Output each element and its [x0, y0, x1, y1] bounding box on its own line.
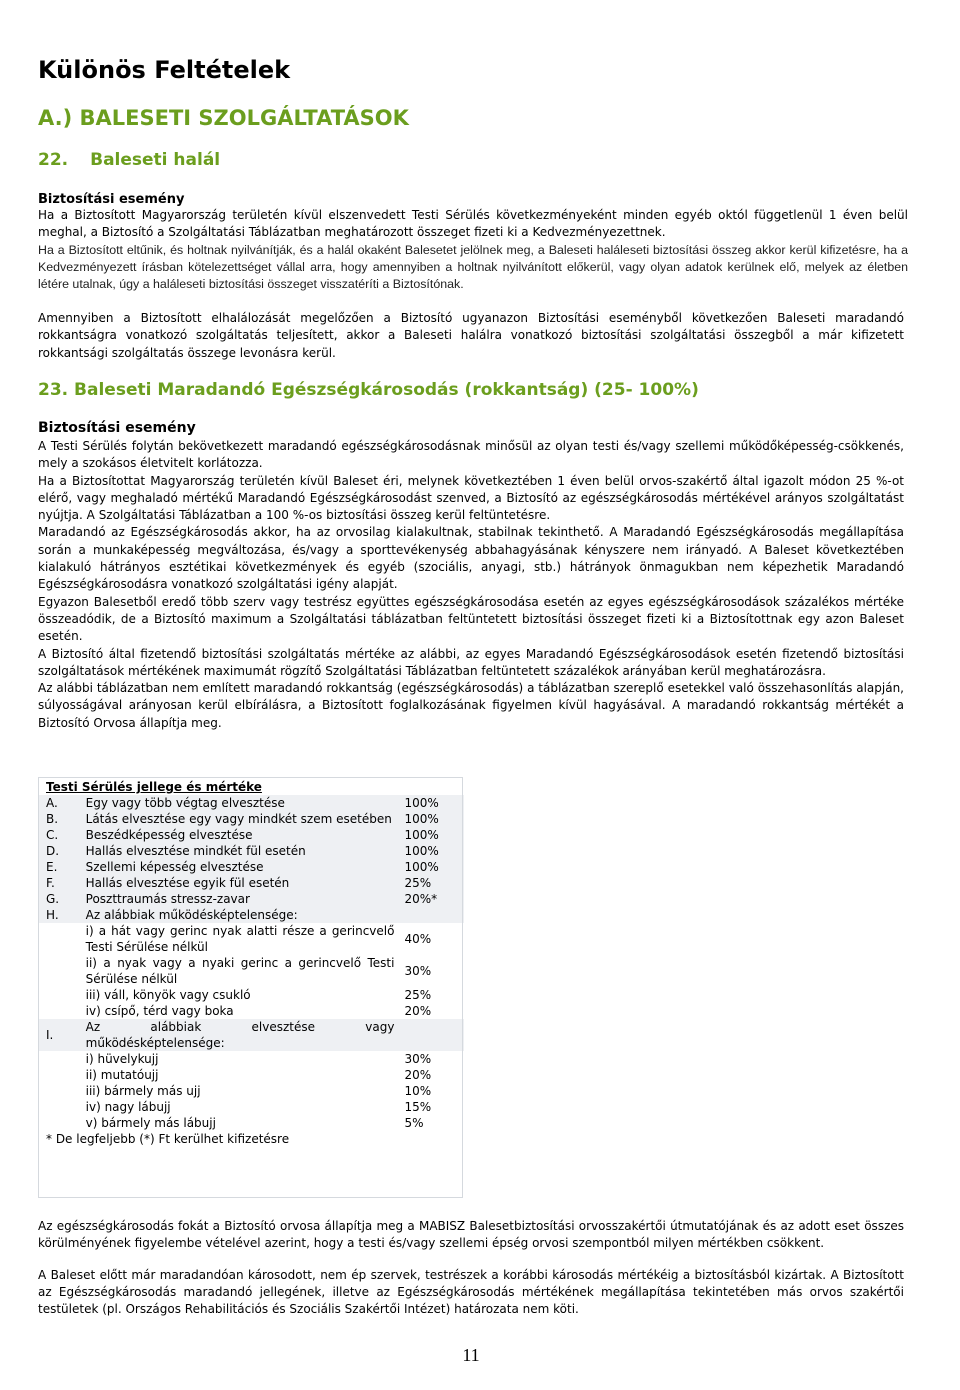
table-cell-letter — [38, 1003, 78, 1019]
table-cell-desc: Az alábbiak működésképtelensége: — [78, 907, 401, 923]
table-row — [38, 891, 464, 907]
table-cell-letter — [38, 1083, 78, 1099]
section-heading: A.) BALESETI SZOLGÁLTATÁSOK — [38, 106, 409, 130]
section-23-paragraph-5: A Biztosító által fizetendő biztosítási szolgáltatás mértéke az alábbi, az egyes Maradandó Egészségkárosodások esetén fizetendő biztosítási szolgáltatások mértékének maximumát rögzítő Szolgáltatási Táblázatban feltüntetett százalékok arányában kerül meghatározásra. — [38, 646, 904, 678]
section-22-event-heading: Biztosítási esemény — [38, 192, 185, 207]
table-cell-letter: E. — [38, 859, 78, 875]
table-cell-letter: C. — [38, 827, 78, 843]
table-cell-pct: 30% — [404, 964, 432, 978]
table-cell-pct: 100% — [400, 859, 464, 875]
table-row — [38, 811, 464, 827]
table-cell-letter — [38, 1051, 78, 1067]
table-cell-letter — [38, 1115, 78, 1131]
table-row — [38, 1099, 464, 1115]
page-number: 11 — [462, 1345, 480, 1365]
table-row — [38, 875, 464, 891]
section-23-paragraph-1: A Testi Sérülés folytán bekövetkezett maradandó egészségkárosodásnak minősül az olyan testi és/vagy szellemi működőképesség-csökkenés, mely a szokásos életvitelt korlátozza. — [38, 439, 904, 471]
injury-table — [38, 777, 464, 1150]
table-cell-pct: 25% — [404, 988, 432, 1002]
table-cell-pct: 100% — [400, 843, 464, 859]
table-cell-desc: Látás elvesztése egy vagy mindkét szem esetében — [78, 811, 401, 827]
table-cell-desc: Poszttraumás stressz-zavar — [78, 891, 401, 907]
section-23-paragraph-2: Ha a Biztosítottat Magyarország területén kívül Baleset éri, melynek következtében 1 éven belül orvos-szakértő által igazolt módon 25 %-ot elérő, vagy meghaladó mértékű Maradandó Egészségkárosodást szenved, a Biztosító az egészségkárosodás mértékével arányos szolgáltatást nyújtja. A Szolgáltatási Táblázatban a 100 %-os biztosítási összeg kerül feltüntetésre. — [38, 473, 904, 523]
table-row — [38, 1003, 464, 1019]
table-row — [38, 795, 464, 811]
section-22-title: Baleseti halál — [90, 150, 221, 170]
table-cell-desc: Beszédképesség elvesztése — [78, 827, 401, 843]
table-cell-pct: 5% — [404, 1116, 424, 1130]
table-cell-pct: 20%* — [400, 891, 464, 907]
section-22-paragraph-1: Ha a Biztosított Magyarország területén kívül elszenvedett Testi Sérülés következményeként minden egyéb októl függetlenül 1 éven belül meghal, a Biztosító a Szolgáltatási Táblázatban meghatározott összeget fizeti ki a Kedvezményezettnek. — [38, 208, 908, 240]
table-cell-letter: H. — [38, 907, 78, 923]
table-cell-pct: 15% — [404, 1100, 432, 1114]
section-23-event-heading: Biztosítási esemény — [38, 420, 196, 436]
table-cell-desc: i) a hát vagy gerinc nyak alatti része a gerincvelő Testi Sérülése nélkül — [85, 924, 395, 954]
table-cell-pct: 25% — [400, 875, 464, 891]
section-22-heading — [38, 150, 220, 170]
injury-table-header-row — [38, 777, 464, 795]
table-row — [38, 987, 464, 1003]
table-cell-desc: Az alábbiak elvesztése vagy működésképtelensége: — [78, 1019, 401, 1051]
section-23-paragraph-4: Egyazon Balesetből eredő több szerv vagy testrész együttes egészségkárosodása esetén az egyes egészségkárosodások százalékos mértéke összeadódik, de a Biztosító maximum a Szolgáltatási táblázatban feltüntetett biztosítási összeget fizeti ki a Biztosítottnak egy azon Baleset esetén. — [38, 594, 904, 644]
table-cell-letter: A. — [38, 795, 78, 811]
table-cell-pct: 30% — [404, 1052, 432, 1066]
table-cell-desc: ii) a nyak vagy a nyaki gerinc a gerincvelő Testi Sérülése nélkül — [85, 956, 395, 986]
table-cell-pct: 40% — [404, 932, 432, 946]
closing-paragraph-1: Az egészségkárosodás fokát a Biztosító orvosa állapítja meg a MABISZ Balesetbiztosítási orvosszakértői útmutatójának és az adott eset összes körülményének figyelembe vételével azerint, hogy a testi és/vagy szellemi épség orvosi szempontból milyen mértékben csökkent. — [38, 1219, 904, 1251]
table-cell-letter — [38, 955, 78, 987]
table-cell-pct: 100% — [400, 827, 464, 843]
table-row — [38, 859, 464, 875]
table-cell-pct: 100% — [400, 795, 464, 811]
table-cell-desc: iv) csípő, térd vagy boka — [85, 1004, 234, 1018]
table-cell-desc: v) bármely más lábujj — [85, 1116, 216, 1130]
section-22-body — [38, 192, 908, 293]
table-row — [38, 843, 464, 859]
table-cell-pct: 100% — [400, 811, 464, 827]
table-row — [38, 1051, 464, 1067]
table-cell-letter: F. — [38, 875, 78, 891]
table-row — [38, 827, 464, 843]
section-23-body — [38, 420, 904, 732]
section-23-paragraph-6: Az alábbi táblázatban nem említett maradandó rokkantság (egészségkárosodás) a táblázatban szereplő esetekkel való összehasonlítás alapján, súlyosságával arányosan kerül elbírálásra, a Biztosított foglalkozásának figyelmen kívül hagyásával. A maradandó rokkantság mértékét a Biztosító Orvosa állapítja meg. — [38, 681, 904, 730]
section-22-number: 22. — [38, 150, 69, 170]
table-cell-pct — [400, 907, 464, 923]
table-cell-desc: iii) bármely más ujj — [85, 1084, 201, 1098]
table-cell-letter: B. — [38, 811, 78, 827]
table-row — [38, 923, 464, 955]
table-cell-desc: Hallás elvesztése mindkét fül esetén — [78, 843, 401, 859]
table-footnote: * De legfeljebb (*) Ft kerülhet kifizetésre — [46, 1132, 290, 1146]
table-cell-letter: I. — [38, 1019, 78, 1051]
table-cell-desc: ii) mutatóujj — [85, 1068, 159, 1082]
table-cell-letter: G. — [38, 891, 78, 907]
section-22-paragraph-2: Ha a Biztosított eltűnik, és holtnak nyilvánítják, és a halál okaként Balesetet jelölnek meg, a Baleseti haláleseti biztosítási összeg akkor kerül kifizetésre, ha a Kedvezményezett írásban kötelezettséget vállal arra, hogy amennyiben a holtnak nyilvánított előkerül, vagy olyan adatok kerülnek elő, melyek az életben létére utalnak, úgy a haláleseti biztosítási összeget visszatéríti a Biztosítónak. — [38, 242, 908, 291]
closing-text — [38, 1218, 904, 1318]
page-title: Különös Feltételek — [38, 56, 291, 84]
closing-paragraph-2: A Baleset előtt már maradandóan károsodott, nem ép szervek, testrészek a korábbi károsodás mértékéig a biztosításból kizártak. A Biztosított az Egészségkárosodás maradandó jellegének, illetve az Egészségkárosodás mértékének megállapítása tekintetében más orvos szakértői testületek (pl. Országos Rehabilitációs és Szociális Szakértői Intézet) határozata nem köti. — [38, 1267, 904, 1317]
table-cell-pct: 20% — [404, 1004, 432, 1018]
section-22-paragraph-3: Amennyiben a Biztosított elhalálozását megelőzően a Biztosító ugyanazon Biztosítási eseményből következően Baleseti maradandó rokkantságra vonatkozó szolgáltatás teljesített, akkor a Baleseti halálra vonatkozó biztosítási szolgáltatási összegből a már kifizetett rokkantsági szolgáltatás összege levonásra kerül. — [38, 311, 904, 360]
table-cell-desc: iii) váll, könyök vagy csukló — [85, 988, 251, 1002]
table-row — [38, 1115, 464, 1131]
table-cell-desc: Szellemi képesség elvesztése — [78, 859, 401, 875]
table-cell-desc: Egy vagy több végtag elvesztése — [78, 795, 401, 811]
table-cell-letter — [38, 987, 78, 1003]
table-row — [38, 1083, 464, 1099]
section-23-paragraph-3: Maradandó az Egészségkárosodás akkor, ha az orvosilag kialakultnak, stabilnak tekinthető. A Maradandó Egészségkárosodás megállapítása során a munkaképesség megváltozása, és/vagy a sporttevékenység abbahagyásának kényszere nem irányadó. A Baleset következtében kialakuló hátrányos esztétikai következmények és egyéb (szociális, anyagi, stb.) hátrányok önmagukban nem képezhetik Maradandó Egészségkárosodásra vonatkozó szolgáltatási igény alapját. — [38, 525, 904, 592]
injury-table-header: Testi Sérülés jellege és mértéke — [46, 780, 262, 794]
table-footnote-row — [38, 1131, 464, 1150]
table-row — [38, 907, 464, 923]
table-row — [38, 955, 464, 987]
table-cell-letter — [38, 1099, 78, 1115]
table-row — [38, 1067, 464, 1083]
table-cell-pct — [400, 1019, 464, 1051]
table-cell-pct: 10% — [404, 1084, 432, 1098]
table-cell-letter: D. — [38, 843, 78, 859]
table-row — [38, 1019, 464, 1051]
table-cell-desc: iv) nagy lábujj — [85, 1100, 171, 1114]
section-23-heading: 23. Baleseti Maradandó Egészségkárosodás (rokkantság) (25- 100%) — [38, 380, 699, 400]
table-cell-desc: i) hüvelykujj — [85, 1052, 159, 1066]
table-cell-letter — [38, 1067, 78, 1083]
table-cell-pct: 20% — [404, 1068, 432, 1082]
table-cell-letter — [38, 923, 78, 955]
table-cell-desc: Hallás elvesztése egyik fül esetén — [78, 875, 401, 891]
